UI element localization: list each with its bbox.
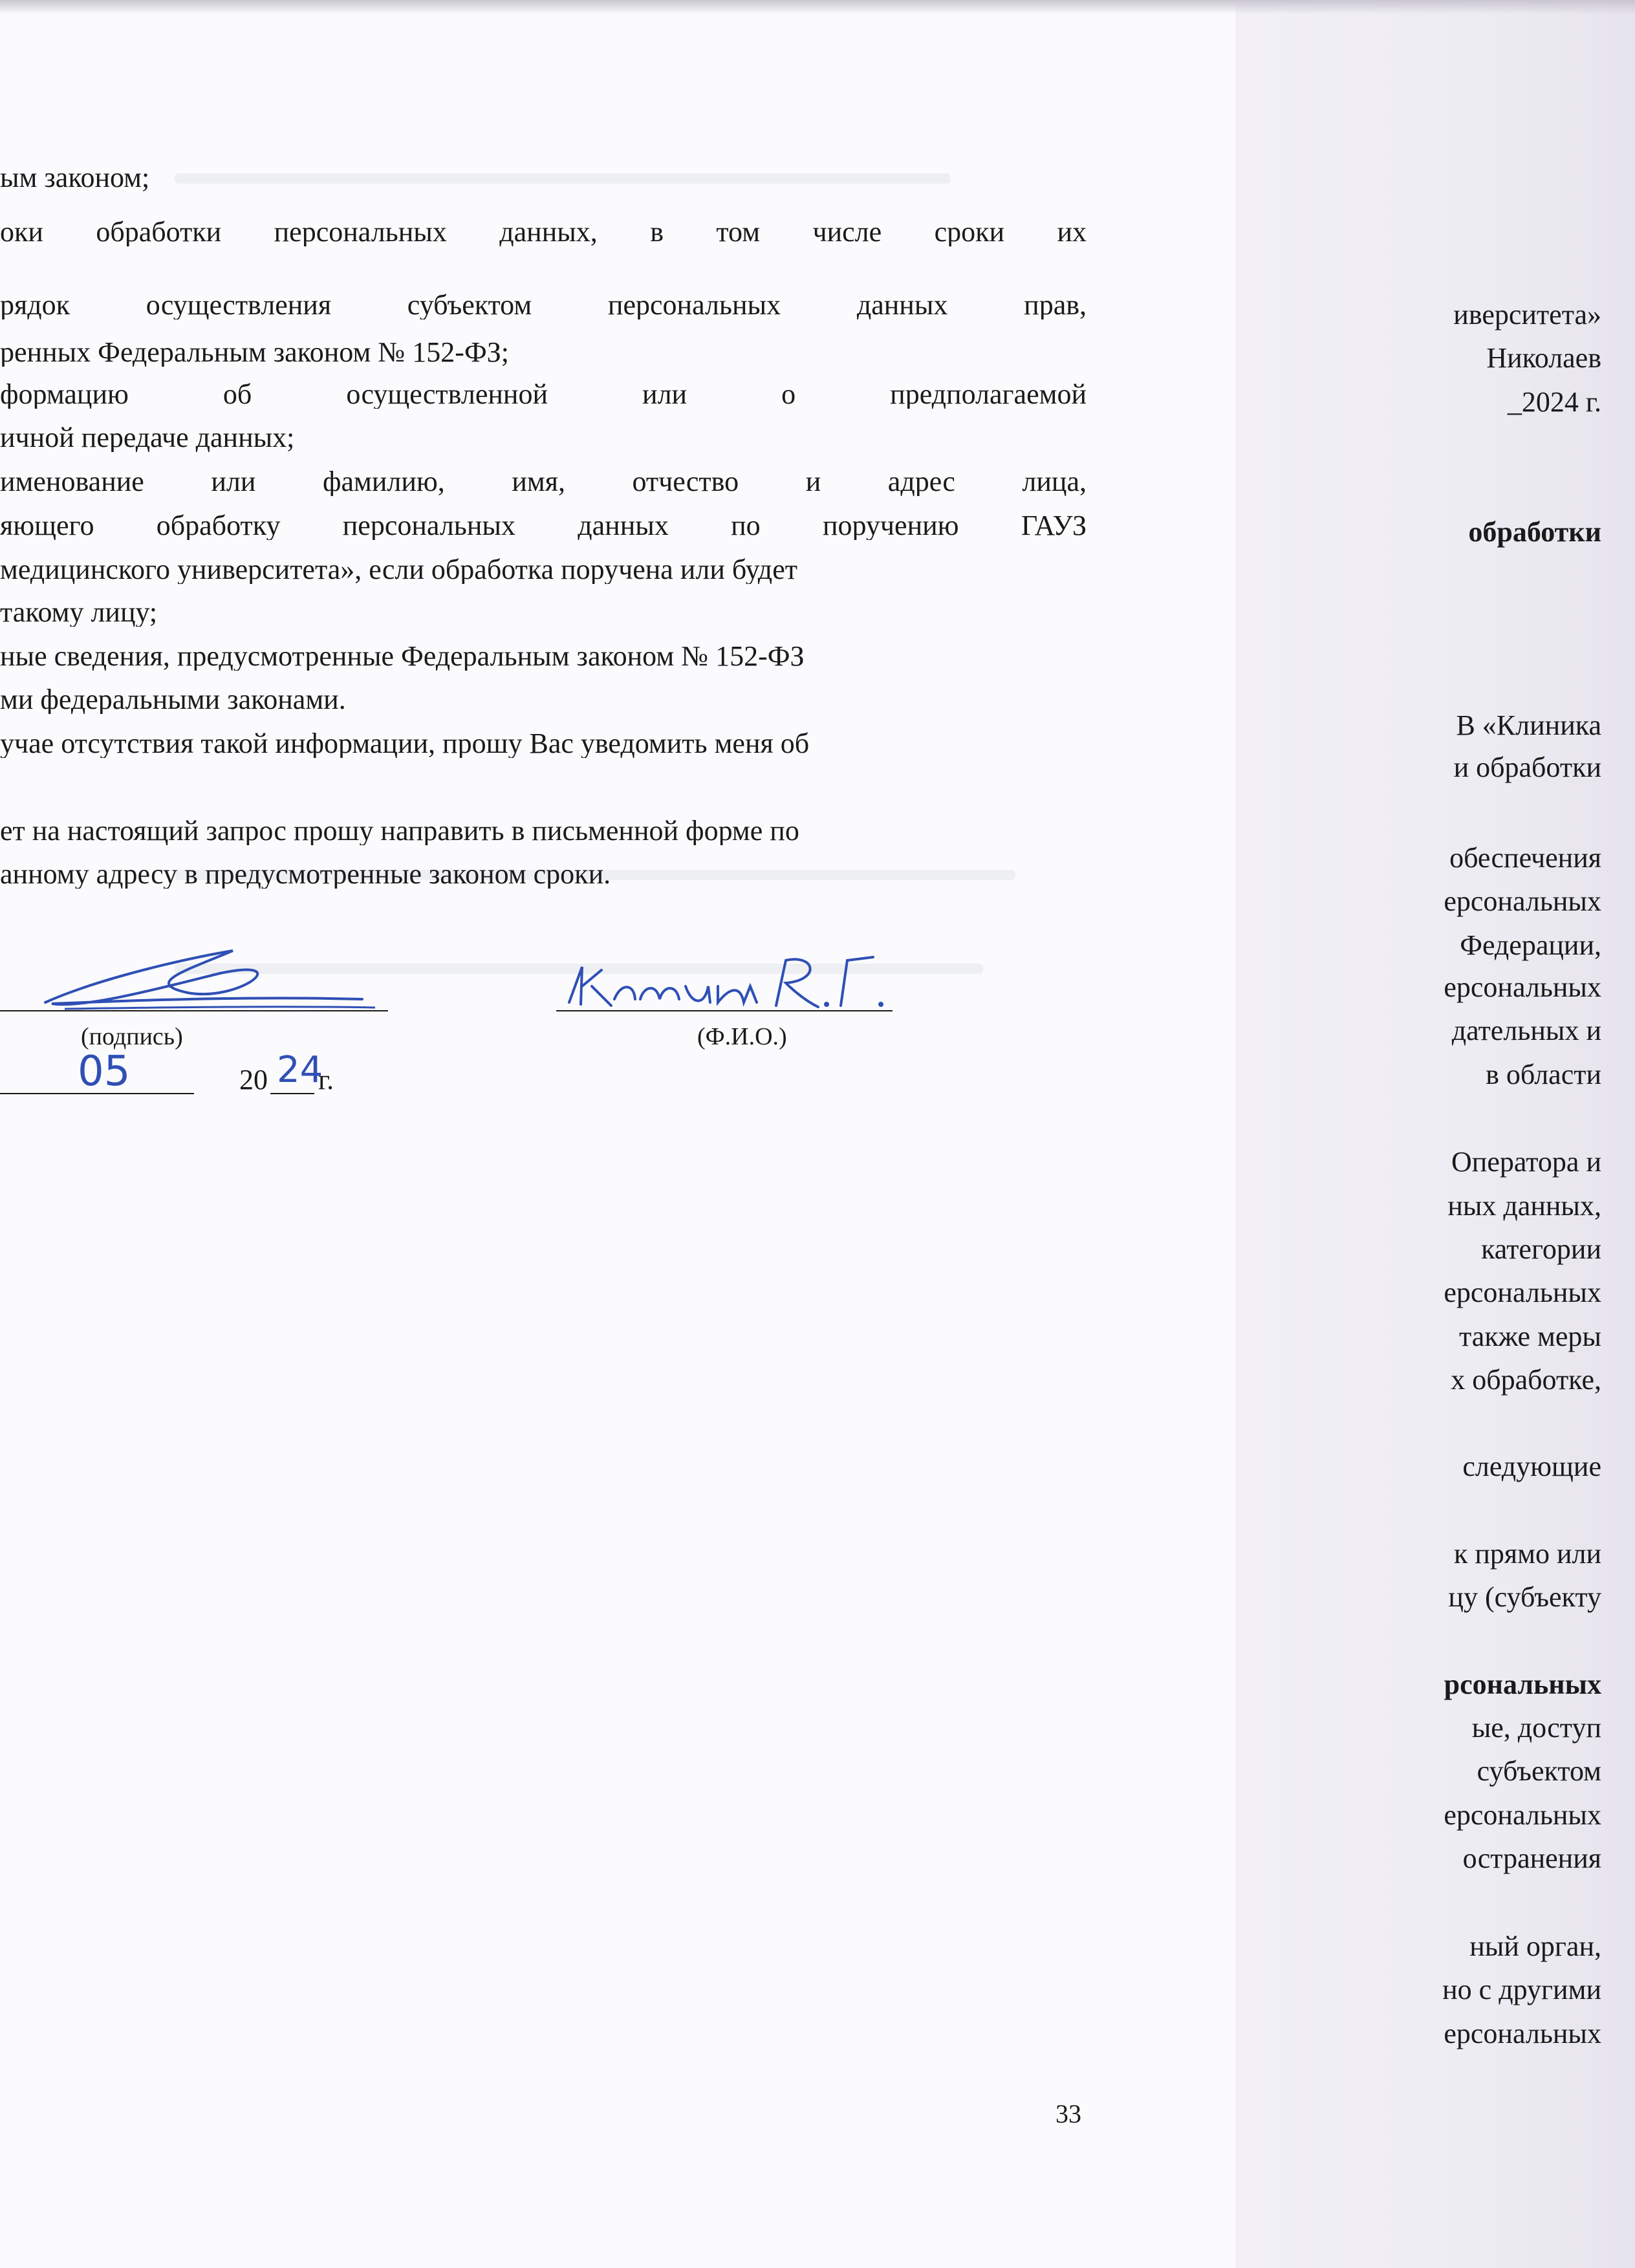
date-end: г. bbox=[318, 1064, 334, 1096]
text-line: и обработки bbox=[1453, 751, 1601, 783]
text-line: обеспечения bbox=[1449, 842, 1601, 874]
page-top-edge bbox=[0, 0, 1635, 14]
text-line: ерсональных bbox=[1444, 885, 1601, 917]
text-line: категории bbox=[1481, 1233, 1601, 1265]
date-year-suffix: 24 bbox=[277, 1049, 323, 1091]
text-line: ет на настоящий запрос прошу направить в письменной форме по bbox=[0, 817, 799, 845]
text-line: учае отсутствия такой информации, прошу Вас уведомить меня об bbox=[0, 729, 810, 758]
text-line: х обработке, bbox=[1451, 1364, 1601, 1396]
text-line: яющего обработку персональных данных по поручению ГАУЗ bbox=[0, 512, 1087, 540]
text-line: ичной передаче данных; bbox=[0, 424, 295, 452]
signature-caption: (подпись) bbox=[81, 1023, 183, 1050]
text-line: ым законом; bbox=[0, 164, 150, 192]
date-day: 05 bbox=[78, 1048, 131, 1096]
text-line: цу (субъекту bbox=[1448, 1581, 1601, 1613]
text-line: В «Клиника bbox=[1456, 709, 1601, 741]
text-line: дательных и bbox=[1451, 1015, 1601, 1046]
text-line: ерсональных bbox=[1444, 1799, 1601, 1831]
date-year-line bbox=[270, 1093, 314, 1094]
text-line: ерсональных bbox=[1444, 1277, 1601, 1308]
text-line: обработки bbox=[1468, 516, 1601, 548]
text-line: именование или фамилию, имя, отчество и адрес лица, bbox=[0, 468, 1087, 496]
text-line: также меры bbox=[1459, 1321, 1601, 1352]
text-line: _2024 г. bbox=[1507, 386, 1601, 418]
text-line: ерсональных bbox=[1444, 2018, 1601, 2049]
text-line: иверситета» bbox=[1453, 299, 1601, 330]
text-line: оки обработки персональных данных, в том числе сроки их bbox=[0, 218, 1087, 246]
text-line: Федерации, bbox=[1460, 929, 1601, 961]
text-line: ми федеральными законами. bbox=[0, 686, 346, 714]
text-line: ные сведения, предусмотренные Федеральным законом № 152-ФЗ bbox=[0, 642, 805, 671]
text-line: ный орган, bbox=[1469, 1930, 1601, 1962]
text-line: остранения bbox=[1462, 1842, 1601, 1874]
text-line: такому лицу; bbox=[0, 598, 158, 627]
date-year-prefix: 20 bbox=[239, 1064, 268, 1096]
text-line: следующие bbox=[1462, 1451, 1601, 1482]
text-line: субъектом bbox=[1477, 1755, 1601, 1787]
text-line: ных данных, bbox=[1447, 1190, 1601, 1222]
handwritten-signature bbox=[26, 931, 388, 1022]
page-number: 33 bbox=[1056, 2099, 1081, 2128]
back-document-page bbox=[1235, 0, 1635, 2268]
text-line: ерсональных bbox=[1444, 971, 1601, 1003]
text-line: рсональных bbox=[1444, 1669, 1601, 1700]
handwritten-name-image bbox=[563, 947, 925, 1019]
text-line: к прямо или bbox=[1453, 1538, 1601, 1570]
text-line: ые, доступ bbox=[1471, 1712, 1601, 1744]
text-line: ренных Федеральным законом № 152-ФЗ; bbox=[0, 338, 509, 367]
text-line: медицинского университета», если обработка поручена или будет bbox=[0, 556, 797, 584]
text-line: но с другими bbox=[1442, 1974, 1601, 2005]
text-line: формацию об осуществленной или о предполагаемой bbox=[0, 380, 1087, 409]
text-line: рядок осуществления субъектом персональных данных прав, bbox=[0, 291, 1087, 319]
text-line: анному адресу в предусмотренные законом сроки. bbox=[0, 860, 611, 889]
text-line: Николаев bbox=[1486, 342, 1601, 374]
text-line: Оператора и bbox=[1451, 1146, 1601, 1178]
text-line: в области bbox=[1486, 1059, 1601, 1090]
name-caption: (Ф.И.О.) bbox=[697, 1023, 787, 1050]
